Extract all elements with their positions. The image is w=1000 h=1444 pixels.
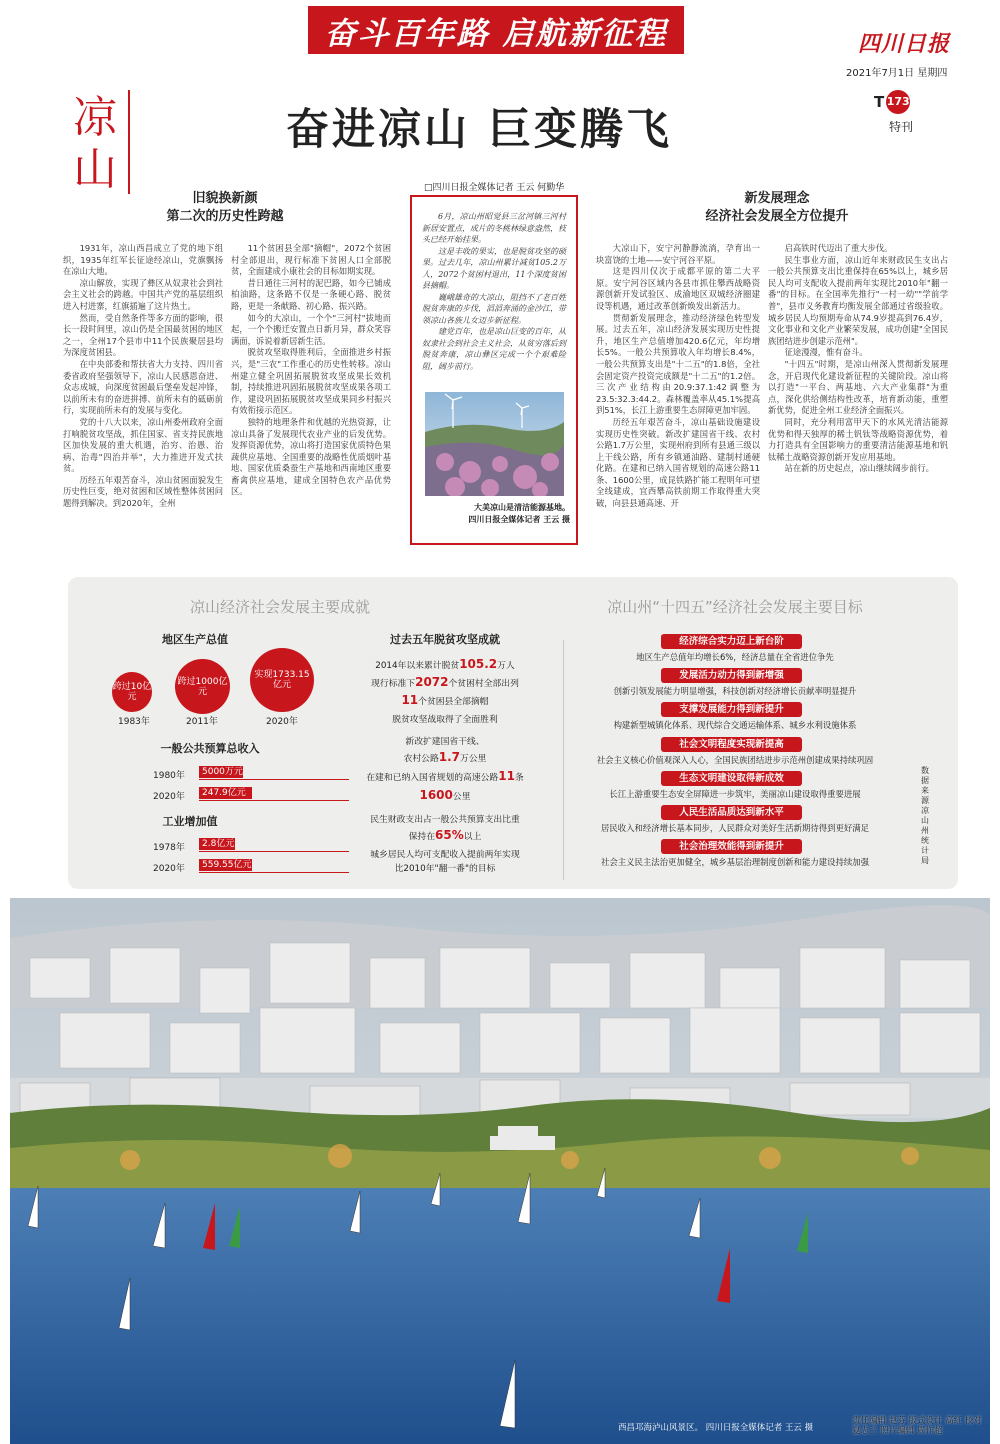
text: 个贫困村全部出列 bbox=[448, 679, 519, 689]
poverty-line-11: 城乡居民人均可支配收入提前两年实现 bbox=[370, 850, 520, 860]
paragraph: 然而，受自然条件等多方面的影响，很长一段时间里，凉山仍是全国最贫困的地区之一，全州17个县市中11个民族聚居县均为深度贫困县。 bbox=[63, 312, 223, 358]
paragraph: 党的十八大以来，凉山州委州政府全面打响脱贫攻坚战，抓住国家、省支持民族地区加快发展的重大机遇，治穷、治愚、治病、治毒"四治并举"，大力推进开发式扶贫。 bbox=[63, 416, 223, 474]
left-subhead bbox=[150, 190, 300, 226]
page-number-circle: 173 bbox=[886, 90, 910, 114]
highlight-number: 11 bbox=[498, 769, 515, 783]
paragraph: "十四五"时期，是凉山州深入贯彻新发展理念，开启现代化建设新征程的关键阶段。凉山将以打造"一平台、两基地、六大产业集群"为重点，深化供给侧结构性改革，培育新动能，重塑新优势，促进全州工业经济全面振兴。 bbox=[768, 358, 948, 416]
editor-credits: 责任编辑 赵芬 版式设计 高红 校对 夏志兰 照片编辑 周作超 bbox=[852, 1416, 982, 1436]
highlight-number: 11 bbox=[401, 693, 419, 707]
photo-caption-credit: 四川日报全媒体记者 王云 摄 bbox=[468, 515, 570, 524]
goal-title-6: 人民生活品质达到新水平 bbox=[661, 805, 802, 820]
goal-title-4: 社会文明程度实现新提高 bbox=[661, 737, 802, 752]
paragraph: 历经五年艰苦奋斗，凉山基础设施建设实现历史性突破。新改扩建国省干线、农村公路1.7万公里，实现州府到所有县通三级以上干线公路，所有乡镇通油路、建制村通硬化路。在建和已纳入国省规划的高速公路11条、1600公里，成昆铁路扩能工程明年可望全线建成，宜西攀高铁前期工作取得重大突破，向县县通高速、开 bbox=[596, 416, 760, 509]
text: 2014年以来累计脱贫 bbox=[375, 661, 460, 671]
poverty-line-2 bbox=[345, 675, 545, 689]
gdp-title: 地区生产总值 bbox=[162, 633, 228, 646]
photo-caption bbox=[430, 502, 570, 526]
paragraph: 独特的地理条件和优越的光热资源，让凉山具备了发展现代农业产业的后发优势。发挥资源优势，凉山将打造国家优质特色果蔬供应基地、全国重要的战略性优质烟叶基地、国家优质桑蚕生产基地和西南地区重要畜禽供应基地，建成全国特色农产品优势区。 bbox=[231, 416, 391, 497]
right-subhead-line-2: 经济社会发展全方位提升 bbox=[705, 209, 849, 224]
goal-desc-2: 创新引领发展能力明显增强，科技创新对经济增长贡献率明显提升 bbox=[613, 686, 857, 696]
paragraph: 凉山解放，实现了彝区从奴隶社会到社会主义社会的跨越。中国共产党的基层组织进入村进寨，红旗插遍了这片热土。 bbox=[63, 277, 223, 311]
highlight-number: 105.2 bbox=[459, 657, 498, 671]
text: 公里 bbox=[452, 792, 471, 802]
article-column-1 bbox=[63, 243, 223, 553]
page-type: 特刊 bbox=[889, 120, 914, 134]
text: 现行标准下 bbox=[371, 679, 416, 689]
highlight-number: 65% bbox=[435, 828, 464, 842]
bar-baseline bbox=[199, 872, 349, 873]
paragraph: 启高铁时代迈出了重大步伐。 bbox=[784, 243, 893, 253]
bar-baseline bbox=[199, 851, 349, 852]
poverty-title: 过去五年脱贫攻坚成就 bbox=[390, 633, 500, 646]
photo-caption-text: 大美凉山是清洁能源基地。 bbox=[474, 503, 570, 512]
poverty-line-3 bbox=[345, 693, 545, 707]
goals-title: 凉山州“十四五”经济社会发展主要目标 bbox=[607, 598, 863, 616]
gdp-circle-2020: 实现1733.15亿元 bbox=[250, 648, 314, 712]
highlight-number: 1600 bbox=[419, 788, 453, 802]
paragraph: 昔日通往三河村的泥巴路，如今已铺成柏油路，这条路不仅是一条硬心路、脱贫路，更是一条献路、初心路、振兴路。 bbox=[231, 277, 391, 311]
paragraph: 贯彻新发展理念，推动经济绿色转型发展。过去五年，凉山经济发展实现历史性提升，地区生产总值增加420.6亿元，年均增长5%。一般公共预算收入年均增长8.4%，一般公共预算支出是"十二五"的1.8倍，全社会固定资产投资完成额是"十二五"的1.2倍。三次产业结构由20.9:37.1:42调整为23.5:32.3:44.2。森林覆盖率从45.1%提高到51%，长江上游重要生态屏障更加牢固。 bbox=[596, 312, 760, 416]
landscape-caption: 西昌邛海泸山风景区。 四川日报全媒体记者 王云 摄 bbox=[618, 1423, 814, 1433]
text: 保持在 bbox=[408, 832, 436, 842]
lake-landscape-photo bbox=[10, 898, 990, 1444]
feature-paragraph: 6月，凉山州昭觉县三岔河镇三河村新居安置点，成片的冬桃林绿意盎然，枝头已经开始挂果。 bbox=[422, 212, 566, 244]
bar-baseline bbox=[199, 779, 349, 780]
highlight-number: 1.7 bbox=[438, 750, 461, 764]
gdp-year-2011: 2011年 bbox=[186, 717, 218, 727]
budget-title: 一般公共预算总收入 bbox=[160, 742, 260, 755]
poverty-line-1 bbox=[345, 657, 545, 671]
industry-year-1978: 1978年 bbox=[153, 843, 185, 853]
poverty-line-8 bbox=[345, 788, 545, 802]
goal-title-2: 发展活力动力得到新增强 bbox=[661, 668, 802, 683]
feature-paragraph: 这是丰收的果实，也是脱贫攻坚的硕果。过去几年，凉山州累计减贫105.2万人，2072个贫困村退出，11个深度贫困县摘帽。 bbox=[422, 246, 566, 290]
highlight-number: 2072 bbox=[415, 675, 449, 689]
text: 条 bbox=[514, 773, 524, 783]
gdp-circle-1983: 跨过10亿元 bbox=[112, 672, 152, 712]
budget-year-1980: 1980年 bbox=[153, 771, 185, 781]
poverty-line-6 bbox=[345, 750, 545, 764]
left-subhead-line-2: 第二次的历史性跨越 bbox=[166, 209, 284, 224]
page-label: T bbox=[874, 93, 885, 111]
budget-bar-1980: 5000万元 bbox=[199, 766, 243, 778]
paragraph: 在中央部委和帮扶省大力支持、四川省委省政府坚强领导下，凉山人民感恩奋进、众志成城，向深度贫困最后堡垒发起冲锋，以前所未有的奋进拼搏、前所未有的砥砺前行，实现前所未有的发展与变化。 bbox=[63, 358, 223, 416]
paragraph: 脱贫攻坚取得胜利后，全面推进乡村振兴，是"三农"工作重心的历史性转移。凉山州建立健全巩固拓展脱贫攻坚成果长效机制，持续推进巩固拓展脱贫攻坚成果各项工作，建设巩固拓展脱贫攻坚成果同乡村振兴有效衔接示范区。 bbox=[231, 347, 391, 416]
section-divider bbox=[128, 90, 130, 194]
paragraph: 同时，充分利用富甲天下的水风光清洁能源优势和得天独厚的稀土钒钛等战略资源优势，着力打造具有全国影响力的重要清洁能源基地和钒钛稀土战略资源创新开发应用基地。 bbox=[768, 416, 948, 462]
text: 万公里 bbox=[460, 754, 487, 764]
text: 在建和已纳入国省规划的高速公路 bbox=[366, 773, 499, 783]
paragraph: 大凉山下，安宁河静静流淌，孕育出一块富饶的土地——安宁河谷平原。 bbox=[596, 243, 760, 265]
achievements-title: 凉山经济社会发展主要成就 bbox=[189, 598, 370, 616]
industry-bar-1978: 2.8亿元 bbox=[199, 838, 235, 850]
gdp-circle-2011: 跨过1000亿元 bbox=[175, 659, 230, 714]
poverty-line-12: 比2010年"翻一番"的目标 bbox=[394, 864, 496, 874]
paragraph: 民生事业方面，凉山近年来财政民生支出占一般公共预算支出比重保持在65%以上，城乡居民人均可支配收入提前两年实现比2010年"翻一番"的目标。在全国率先推行"一村一幼""学前学普"，县市义务教育均衡发展全部通过省级验收。城乡居民人均预期寿命从74.9岁提高到76.4岁，文化事业和文化产业繁荣发展，成功创建"全国民族团结进步创建示范州"。 bbox=[768, 254, 948, 346]
goal-title-1: 经济综合实力迈上新台阶 bbox=[661, 634, 802, 649]
goal-title-5: 生态文明建设取得新成效 bbox=[661, 771, 802, 786]
panel-divider bbox=[563, 640, 564, 880]
poverty-line-5: 新改扩建国省干线、 bbox=[405, 737, 485, 747]
feature-paragraph: 建党百年，也是凉山巨变的百年，从奴隶社会到社会主义社会，从贫穷落后到脱贫奔康，凉山彝区完成一个个艰难险阻，阔步前行。 bbox=[422, 327, 566, 371]
paragraph: 征途漫漫，惟有奋斗。 bbox=[784, 347, 868, 358]
feature-paragraph: 巍峨雄奇的大凉山，阻挡不了老百姓脱贫奔康的步伐，滔滔奔涌的金沙江，带领凉山各族儿女迈步新征程。 bbox=[422, 292, 566, 325]
paragraph: 如今的大凉山，一个个"三河村"拔地而起，一个个搬迁安置点日新月异，群众笑容满面，诉说着新居新生活。 bbox=[231, 312, 391, 346]
dateline: 2021年7月1日 星期四 bbox=[846, 68, 948, 79]
budget-year-2020: 2020年 bbox=[153, 792, 185, 802]
right-subhead bbox=[682, 190, 872, 226]
poverty-line-7 bbox=[345, 769, 545, 783]
poverty-line-9: 民生财政支出占一般公共预算支出比重 bbox=[370, 815, 520, 825]
gdp-year-1983: 1983年 bbox=[118, 717, 150, 727]
page-number bbox=[874, 90, 910, 114]
paragraph: 历经五年艰苦奋斗，凉山贫困面貌发生历史性巨变，绝对贫困和区域性整体贫困问题得到解决。到2020年，全州 bbox=[63, 474, 223, 509]
paragraph: 1931年，凉山西昌成立了党的地下组织，1935年红军长征途经凉山，党旗飘扬在凉山大地。 bbox=[63, 243, 223, 277]
goal-desc-1: 地区生产总值年均增长6%，经济总量在全省进位争先 bbox=[636, 652, 834, 662]
text: 个贫困县全部摘帽 bbox=[418, 697, 489, 707]
goal-title-7: 社会治理效能得到新提升 bbox=[661, 839, 802, 854]
article-column-2 bbox=[231, 243, 391, 553]
poverty-line-10 bbox=[345, 828, 545, 842]
paragraph: 这是四川仅次于成都平原的第二大平原。安宁河谷区域内各县市抓住攀西战略资源创新开发试验区、成渝地区双城经济圈建设等机遇，通过改革创新焕发出新活力。 bbox=[596, 266, 760, 311]
industry-bar-2020: 559.55亿元 bbox=[199, 859, 252, 871]
poverty-line-4: 脱贫攻坚战取得了全面胜利 bbox=[392, 715, 498, 725]
gdp-year-2020: 2020年 bbox=[266, 717, 298, 727]
text: 农村公路 bbox=[403, 754, 439, 764]
industry-title: 工业增加值 bbox=[162, 815, 218, 828]
right-subhead-line-1: 新发展理念 bbox=[744, 191, 810, 206]
paragraph: 11个贫困县全部"摘帽"，2072个贫困村全部退出，现行标准下贫困人口全部脱贫，全面建成小康社会的目标如期实现。 bbox=[231, 243, 391, 277]
headline: 奋进凉山 巨变腾飞 bbox=[286, 105, 672, 155]
newspaper-logo: 四川日报 bbox=[858, 31, 951, 57]
goal-desc-6: 居民收入和经济增长基本同步，人民群众对美好生活新期待得到更好满足 bbox=[601, 823, 869, 833]
left-subhead-line-1: 旧貌换新颜 bbox=[192, 191, 258, 206]
goal-desc-4: 社会主义核心价值观深入人心，全国民族团结进步示范州创建成果持续巩固 bbox=[596, 755, 874, 765]
banner-slogan: 奋斗百年路 启航新征程 bbox=[308, 6, 684, 54]
goal-desc-7: 社会主义民主法治更加健全，城乡基层治理制度创新和能力建设持续加强 bbox=[601, 857, 869, 867]
text: 万人 bbox=[497, 661, 515, 671]
section-word: 凉山 bbox=[73, 92, 117, 195]
text: 以上 bbox=[463, 832, 482, 842]
data-source: 数据来源 凉山州统计局 bbox=[921, 766, 929, 865]
article-column-3 bbox=[596, 243, 760, 553]
industry-year-2020: 2020年 bbox=[153, 864, 185, 874]
budget-bar-2020: 247.9亿元 bbox=[199, 787, 252, 799]
byline: □四川日报全媒体记者 王云 何勤华 bbox=[424, 183, 565, 193]
bar-baseline bbox=[199, 800, 349, 801]
goal-desc-3: 构建新型城镇化体系、现代综合交通运输体系、城乡水利设施体系 bbox=[613, 720, 857, 730]
goal-title-3: 支撑发展能力得到新提升 bbox=[661, 702, 802, 717]
goal-desc-5: 长江上游重要生态安全屏障进一步筑牢，美丽凉山建设取得重要进展 bbox=[609, 789, 861, 799]
paragraph: 站在新的历史起点，凉山继续阔步前行。 bbox=[784, 463, 934, 474]
wind-farm-photo bbox=[425, 392, 564, 496]
article-column-4 bbox=[768, 243, 948, 553]
